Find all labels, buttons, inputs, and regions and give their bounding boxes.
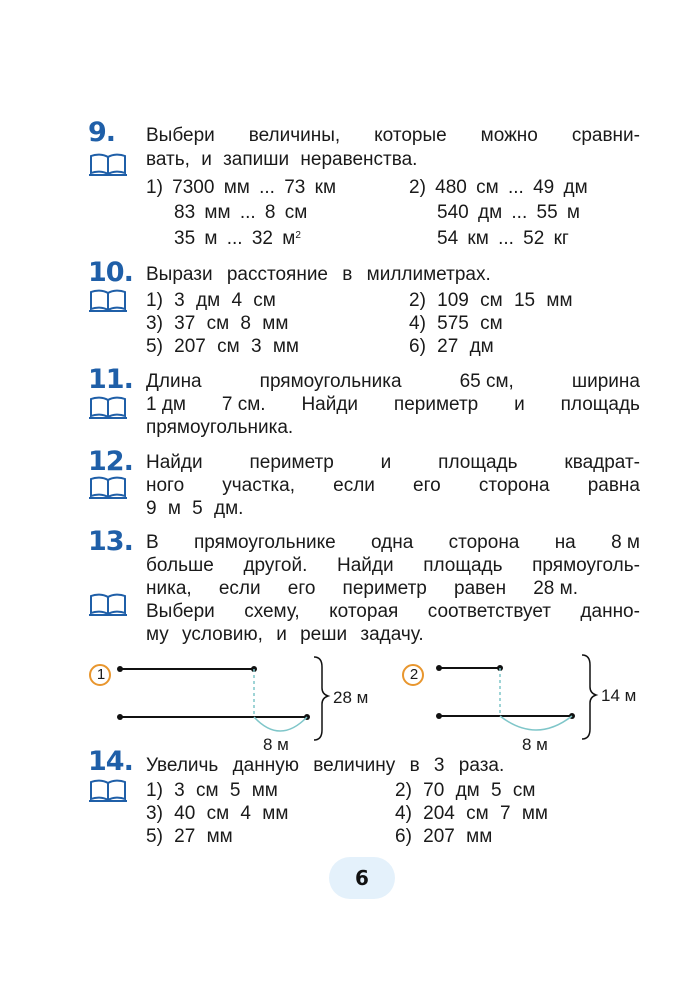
word: площадь <box>560 394 640 415</box>
word: прямоуголь- <box>532 555 640 576</box>
word: периметр <box>342 578 427 599</box>
word: периметр <box>393 394 479 415</box>
word: равен <box>454 578 507 599</box>
word: сравни- <box>571 125 640 146</box>
open-book-icon <box>88 592 128 616</box>
scheme-1-arc-label: 8 м <box>263 735 289 754</box>
task-9-item-2b: 540 дм ... 55 м <box>437 202 580 223</box>
word: равна <box>587 475 640 496</box>
task-10-item: 3) 37 см 8 мм <box>146 313 289 334</box>
scheme-2-brace-label: 14 м <box>601 686 637 705</box>
open-book-icon <box>88 778 128 802</box>
word: величины, <box>248 125 341 146</box>
task-13-text-line5: му условию, и реши задачу. <box>146 624 424 645</box>
scheme-1-brace-label: 28 м <box>333 688 369 707</box>
word: схему, <box>244 601 300 622</box>
word: одна <box>371 532 414 553</box>
task-12-text-line2 <box>146 474 640 497</box>
word: данно- <box>580 601 640 622</box>
word: В <box>146 532 159 553</box>
task-9-item-1: 1) 7300 мм ... 73 км <box>146 177 337 198</box>
open-book-icon <box>88 475 128 499</box>
open-book-icon <box>88 152 128 176</box>
open-book-icon <box>88 288 128 312</box>
task-10-item: 2) 109 см 15 мм <box>409 290 573 311</box>
word: Найди <box>336 555 394 576</box>
word: 65 см, <box>459 371 514 392</box>
scheme-2-badge: 2 <box>409 666 419 683</box>
word: квадрат- <box>564 452 640 473</box>
word: Выбери <box>146 125 215 146</box>
word: на <box>554 532 576 553</box>
word: Длина <box>146 371 202 392</box>
scheme-2-arc <box>500 716 572 730</box>
word: сторона <box>448 532 520 553</box>
task-9-item-2: 2) 480 см ... 49 дм <box>409 177 588 198</box>
word: ного <box>146 475 185 496</box>
open-book-icon <box>88 395 128 419</box>
task-14-item: 1) 3 см 5 мм <box>146 780 278 801</box>
word: если <box>218 578 261 599</box>
task-13-text-line1 <box>146 531 640 554</box>
task-9-text-line1 <box>146 124 640 147</box>
task-10-number: 10. <box>88 257 133 288</box>
word: Найди <box>146 452 203 473</box>
word: соответствует <box>427 601 551 622</box>
word: 7 см. <box>221 394 266 415</box>
task-9-number: 9. <box>88 117 116 148</box>
task-9-text-line2: вать, и запиши неравенства. <box>146 149 418 170</box>
word: ширина <box>571 371 640 392</box>
item-text: 35 м ... 32 м <box>174 228 296 249</box>
task-13-text-line3 <box>146 577 578 600</box>
word: можно <box>480 125 538 146</box>
scheme-1-badge: 1 <box>96 666 106 683</box>
scheme-1-arc <box>254 717 307 731</box>
word: периметр <box>249 452 334 473</box>
task-12-text-line3: 9 м 5 дм. <box>146 498 244 519</box>
task-10-item: 5) 207 см 3 мм <box>146 336 299 357</box>
task-11-text-line2 <box>146 393 640 416</box>
word: сторона <box>478 475 550 496</box>
task-10-text: Вырази расстояние в миллиметрах. <box>146 264 491 285</box>
word: 8 м <box>611 532 640 553</box>
task-13-text-line2 <box>146 554 640 577</box>
word: прямоугольника <box>259 371 402 392</box>
task-9-item-2c: 54 км ... 52 кг <box>437 228 569 249</box>
task-14-item: 3) 40 см 4 мм <box>146 803 289 824</box>
word: площадь <box>438 452 518 473</box>
task-12-text-line1 <box>146 451 640 474</box>
word: которая <box>329 601 399 622</box>
word: участка, <box>222 475 296 496</box>
word: которые <box>374 125 447 146</box>
word: и <box>380 452 392 473</box>
task-10-item: 1) 3 дм 4 см <box>146 290 276 311</box>
task-14-text: Увеличь данную величину в 3 раза. <box>146 755 505 776</box>
task-11-text-line1 <box>146 370 640 393</box>
page-number: 6 <box>355 866 369 890</box>
word: площадь <box>423 555 503 576</box>
word: его <box>287 578 316 599</box>
scheme-2-arc-label: 8 м <box>522 735 548 754</box>
task-9-item-1b: 83 мм ... 8 см <box>174 202 308 223</box>
task-14-item: 2) 70 дм 5 см <box>395 780 536 801</box>
task-13-number: 13. <box>88 526 133 557</box>
task-10-item: 6) 27 дм <box>409 336 494 357</box>
scheme-1-brace <box>314 657 328 740</box>
task-11-number: 11. <box>88 364 133 395</box>
task-12-number: 12. <box>88 446 133 477</box>
task-13-text-line4 <box>146 600 640 623</box>
word: и <box>514 394 525 415</box>
task-14-item: 4) 204 см 7 мм <box>395 803 548 824</box>
task-14-item: 6) 207 мм <box>395 826 493 847</box>
task-11-text-line3: прямоугольника. <box>146 417 294 438</box>
word: его <box>413 475 441 496</box>
word: Выбери <box>146 601 215 622</box>
word: если <box>333 475 375 496</box>
word: другой. <box>243 555 308 576</box>
task-14-item: 5) 27 мм <box>146 826 233 847</box>
word: Найди <box>301 394 359 415</box>
word: ника, <box>146 578 192 599</box>
task-9-item-1c <box>174 227 301 250</box>
task-14-number: 14. <box>88 746 133 777</box>
superscript: 2 <box>295 230 301 241</box>
word: прямоугольнике <box>194 532 336 553</box>
word: 1 дм <box>146 394 186 415</box>
word: больше <box>146 555 214 576</box>
task-10-item: 4) 575 см <box>409 313 503 334</box>
scheme-2-brace <box>582 655 596 739</box>
word: 28 м. <box>533 578 578 599</box>
